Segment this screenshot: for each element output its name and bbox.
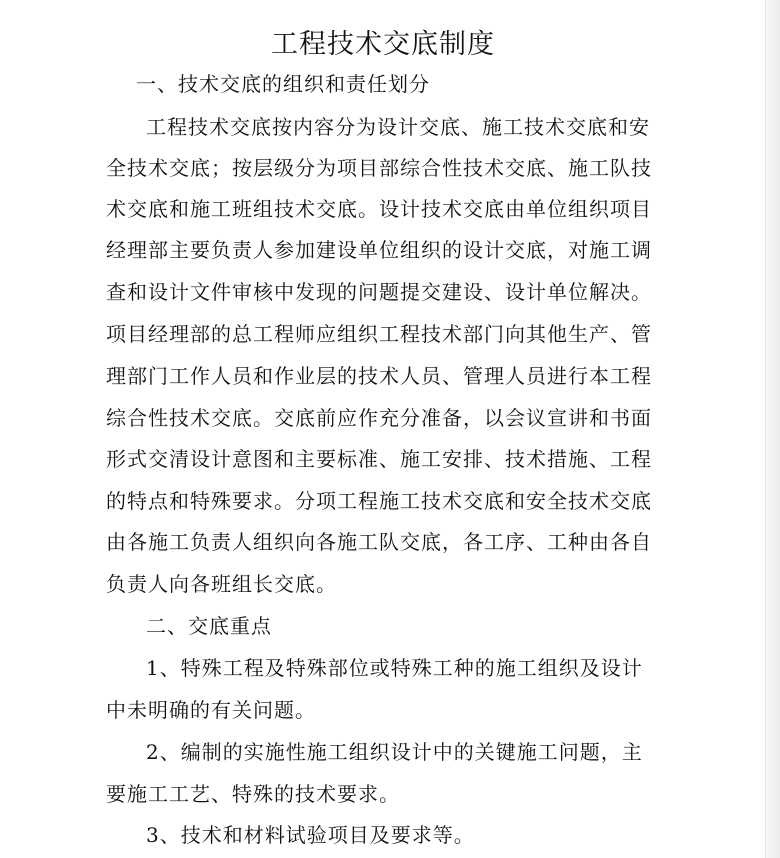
section-heading-2: 二、交底重点 <box>146 614 272 638</box>
paragraph-line: 全技术交底；按层级分为项目部综合性技术交底、施工队技 <box>106 156 652 180</box>
paragraph-line: 由各施工负责人组织向各施工队交底，各工序、工种由各自 <box>106 530 652 554</box>
page-edge <box>765 0 780 858</box>
paragraph-line: 形式交清设计意图和主要标准、施工安排、技术措施、工程 <box>106 447 652 471</box>
section-heading-1: 一、技术交底的组织和责任划分 <box>136 72 430 96</box>
paragraph-line: 术交底和施工班组技术交底。设计技术交底由单位组织项目 <box>106 197 652 221</box>
paragraph-line: 项目经理部的总工程师应组织工程技术部门向其他生产、管 <box>106 322 652 346</box>
paragraph-line: 的特点和特殊要求。分项工程施工技术交底和安全技术交底 <box>106 489 652 513</box>
paragraph-line: 经理部主要负责人参加建设单位组织的设计交底，对施工调 <box>106 238 652 262</box>
paragraph-line: 负责人向各班组长交底。 <box>106 572 337 596</box>
list-item-line: 3、技术和材料试验项目及要求等。 <box>146 823 475 847</box>
list-item-line: 2、编制的实施性施工组织设计中的关键施工问题，主 <box>146 740 643 764</box>
paragraph-line: 理部门工作人员和作业层的技术人员、管理人员进行本工程 <box>106 364 652 388</box>
document-title: 工程技术交底制度 <box>271 29 495 60</box>
list-item-line: 中未明确的有关问题。 <box>106 698 316 722</box>
list-item-line: 1、特殊工程及特殊部位或特殊工种的施工组织及设计 <box>146 656 643 680</box>
paragraph-line: 综合性技术交底。交底前应作充分准备，以会议宣讲和书面 <box>106 406 652 430</box>
paragraph-line: 查和设计文件审核中发现的问题提交建设、设计单位解决。 <box>106 280 652 304</box>
list-item-line: 要施工工艺、特殊的技术要求。 <box>106 782 400 806</box>
paragraph-line: 工程技术交底按内容分为设计交底、施工技术交底和安 <box>146 115 650 139</box>
